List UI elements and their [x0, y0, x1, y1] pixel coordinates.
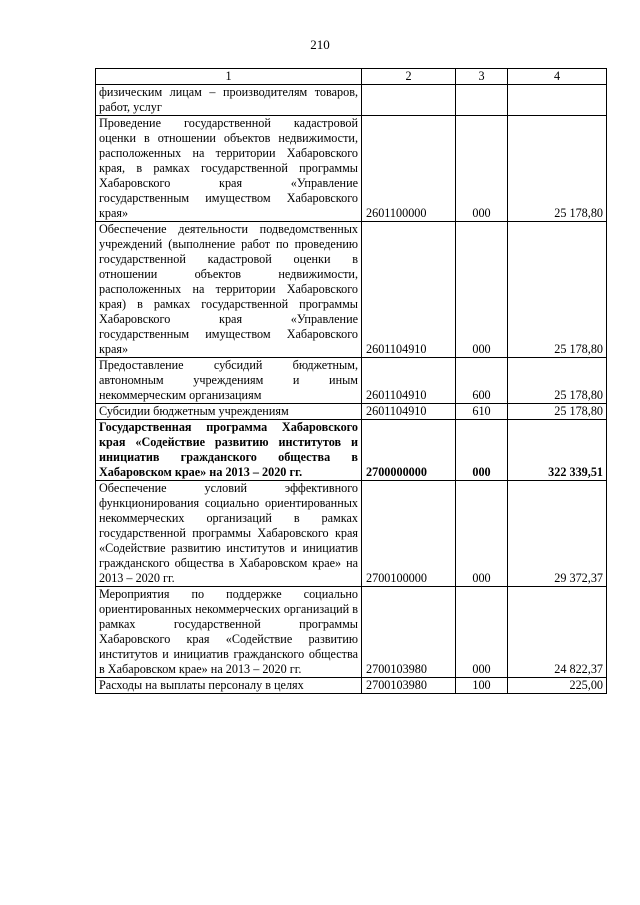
- row-vr-cell: 100: [456, 678, 508, 694]
- row-code-cell: 2601104910: [362, 222, 456, 358]
- row-sum-cell: 24 822,37: [508, 587, 607, 678]
- row-name-cell: Проведение государственной кадастровой оценки в отношении объектов недвижимости, расположенных на территории Хабаровского края, в рамках государственной программы Хабаровского края «Управление государственным имуществом Хабаровского края»: [96, 116, 362, 222]
- table-header-row: [96, 69, 607, 85]
- row-name-cell: Предоставление субсидий бюджетным, автономным учреждениям и иным некоммерческим организациям: [96, 358, 362, 404]
- row-name-cell: физическим лицам – производителям товаров, работ, услуг: [96, 85, 362, 116]
- row-sum-cell: 29 372,37: [508, 481, 607, 587]
- row-vr-cell: 000: [456, 481, 508, 587]
- header-cell-name: 1: [96, 69, 362, 85]
- table-row: [96, 85, 607, 116]
- row-code-cell: 2601104910: [362, 404, 456, 420]
- row-sum-cell: 225,00: [508, 678, 607, 694]
- row-code-cell: 2601104910: [362, 358, 456, 404]
- row-name-cell: Расходы на выплаты персоналу в целях: [96, 678, 362, 694]
- row-sum-cell: 322 339,51: [508, 420, 607, 481]
- row-name-cell: Государственная программа Хабаровского края «Содействие развитию институтов и инициатив гражданского общества в Хабаровском крае» на 2013 – 2020 гг.: [96, 420, 362, 481]
- row-sum-cell: [508, 85, 607, 116]
- table-row: [96, 481, 607, 587]
- table-row: [96, 358, 607, 404]
- row-name-cell: Субсидии бюджетным учреждениям: [96, 404, 362, 420]
- row-code-cell: 2700103980: [362, 587, 456, 678]
- row-vr-cell: [456, 85, 508, 116]
- row-name-cell: Обеспечение условий эффективного функционирования социально ориентированных некоммерческих организаций в рамках государственной программы Хабаровского края «Содействие развитию институтов и инициатив гражданского общества в Хабаровском крае» на 2013 – 2020 гг.: [96, 481, 362, 587]
- row-name-cell: Мероприятия по поддержке социально ориентированных некоммерческих организаций в рамках государственной программы Хабаровского края «Содействие развитию институтов и инициатив гражданского общества в Хабаровском крае» на 2013 – 2020 гг.: [96, 587, 362, 678]
- row-name-cell: Обеспечение деятельности подведомственных учреждений (выполнение работ по проведению государственной кадастровой оценки в отношении объектов недвижимости, расположенных на территории Хабаровского края) в рамках государственной программы Хабаровского края «Управление государственным имуществом Хабаровского края»: [96, 222, 362, 358]
- row-code-cell: [362, 85, 456, 116]
- table-row: [96, 404, 607, 420]
- row-vr-cell: 000: [456, 222, 508, 358]
- page-number: 210: [310, 37, 330, 52]
- row-vr-cell: 600: [456, 358, 508, 404]
- row-sum-cell: 25 178,80: [508, 222, 607, 358]
- table-row: [96, 587, 607, 678]
- row-sum-cell: 25 178,80: [508, 358, 607, 404]
- row-code-cell: 2700100000: [362, 481, 456, 587]
- row-vr-cell: 000: [456, 420, 508, 481]
- row-sum-cell: 25 178,80: [508, 116, 607, 222]
- row-vr-cell: 000: [456, 587, 508, 678]
- row-code-cell: 2700000000: [362, 420, 456, 481]
- header-cell-vr: 3: [456, 69, 508, 85]
- row-code-cell: 2601100000: [362, 116, 456, 222]
- header-cell-sum: 4: [508, 69, 607, 85]
- row-vr-cell: 610: [456, 404, 508, 420]
- table-row: [96, 116, 607, 222]
- table-row: [96, 222, 607, 358]
- row-vr-cell: 000: [456, 116, 508, 222]
- table-row: [96, 420, 607, 481]
- budget-table: [95, 68, 607, 694]
- row-sum-cell: 25 178,80: [508, 404, 607, 420]
- header-cell-code: 2: [362, 69, 456, 85]
- row-code-cell: 2700103980: [362, 678, 456, 694]
- table-row: [96, 678, 607, 694]
